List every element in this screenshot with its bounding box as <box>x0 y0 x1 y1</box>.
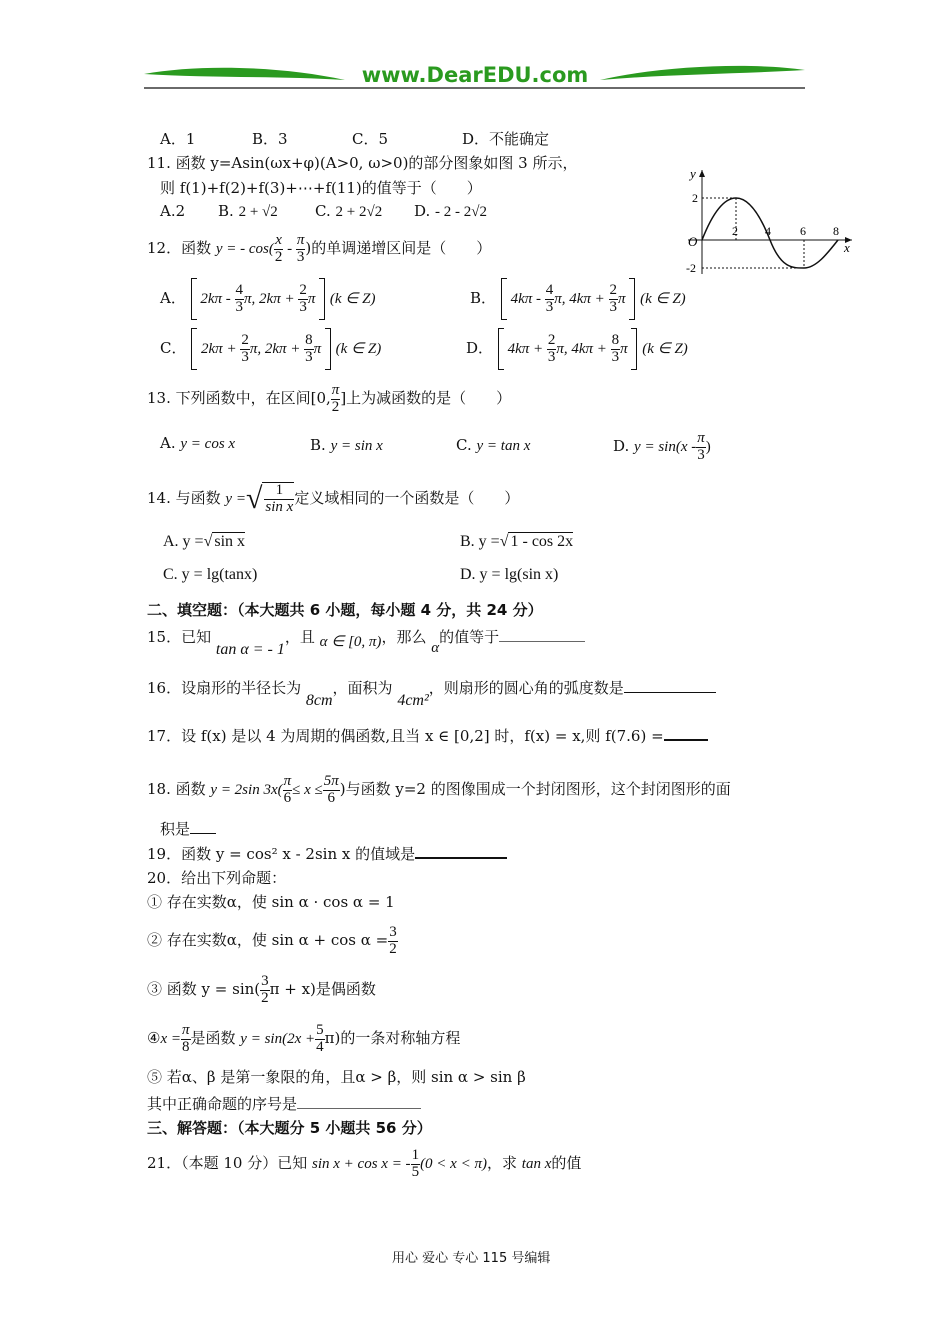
q18: 18. 函数 y = 2sin 3x( $\frac{\pi}{6}$ ≤ x ≤ $\frac{5\pi}{6}$ )与函数 y=2 的图像围成一个封闭图形，这个封闭图形的面 <box>147 772 731 806</box>
q21: 21．（本题 10 分）已知 sin x + cos x = - $\frac{1}{5}$ (0 < x < π)，求 tan x的值 <box>147 1146 582 1180</box>
q13-option-b <box>310 436 383 455</box>
q17-text: 17．设 f(x) 是以 4 为周期的偶函数,且当 x ∈ [0,2] 时，f(x) = x,则 f(7.6) = <box>147 727 664 745</box>
q13-d-expr: y = sin(x - <box>634 439 697 455</box>
q10-option-d: D．不能确定 <box>462 130 550 148</box>
graph-ytick: -2 <box>686 261 696 275</box>
q20-p4e: π)的一条对称轴方程 <box>324 1029 461 1047</box>
q20-answer-blank[interactable] <box>297 1094 421 1109</box>
q13-d-label: D. <box>613 437 630 455</box>
q15 <box>147 626 585 658</box>
q13-b-expr: y = sin x <box>330 438 383 454</box>
q13-c-label: C. <box>456 436 472 454</box>
q12-a-kz: (k ∈ Z) <box>329 291 376 307</box>
q12-c-kz: (k ∈ Z) <box>335 341 382 357</box>
q20-tail <box>147 1093 421 1114</box>
q15-expr1: tan α = - 1 <box>215 641 285 658</box>
q16 <box>147 677 716 709</box>
q16-mid: ，面积为 <box>332 679 393 697</box>
q12-option-d: D． 4kπ + $\frac{2}{3}$ π, 4kπ + $\frac{8}{3}$ π (k ∈ Z) <box>466 326 688 371</box>
q16-tail: ，则扇形的圆心角的弧度数是 <box>428 679 624 697</box>
q12-c-label: C． <box>160 339 187 357</box>
q18-line2 <box>160 818 216 839</box>
q11-option-b-expr: 2 + √2 <box>238 204 278 220</box>
q12-frac-pi3: $\frac{\pi}{3}$ <box>296 231 305 265</box>
graph-xtick: 4 <box>765 224 771 238</box>
sine-graph <box>680 162 860 280</box>
page-footer: 用心 爱心 专心 115 号编辑 <box>392 1251 551 1266</box>
q11-option-c-label: C. <box>315 202 331 220</box>
q21-pre: 21．（本题 10 分）已知 <box>147 1154 308 1172</box>
q10-option-a: A．1 <box>160 130 196 148</box>
q11-option-c-expr: 2 + 2√2 <box>335 204 383 220</box>
header-logo <box>140 58 810 94</box>
q18-pre: 18. 函数 <box>147 780 206 798</box>
q16-expr2: 4cm² <box>397 692 429 709</box>
q11-option-b <box>218 202 278 221</box>
q11-option-d-expr: - 2 - 2√2 <box>435 204 488 220</box>
q14-stem-tail: 定义域相同的一个函数是（ ） <box>294 489 520 507</box>
q15-answer-blank[interactable] <box>499 627 585 642</box>
q14-stem: 14. 与函数 y =√ $\frac{1}{\text{sin x}}$ 定义域相同的一个函数是（ ） <box>147 482 520 515</box>
q19 <box>147 843 507 864</box>
q19-text: 19．函数 y = cos² x - 2sin x 的值域是 <box>147 845 416 863</box>
q16-answer-blank[interactable] <box>624 678 716 693</box>
q13-a-label: A. <box>160 434 176 452</box>
q14-stem-y: y = <box>225 491 246 507</box>
q12-d-label: D． <box>466 339 494 357</box>
q21-mid: (0 < x < π) <box>420 1156 487 1172</box>
q14-option-a: A. y =√ sin x <box>163 533 246 550</box>
q10-option-b: B．3 <box>252 130 288 148</box>
q20-p4d: y = sin(2x + <box>240 1031 316 1047</box>
q12-d-kz: (k ∈ Z) <box>642 341 688 357</box>
graph-xtick: 6 <box>800 224 806 238</box>
q14-option-d: D. y = lg(sin x) <box>460 566 559 583</box>
q20-tail-text: 其中正确命题的序号是 <box>147 1095 298 1113</box>
q12-option-c: C． 2kπ + $\frac{2}{3}$ π, 2kπ + $\frac{8}{3}$ π (k ∈ Z) <box>160 326 381 371</box>
q12-a-label: A． <box>160 289 186 307</box>
q20-p3b: π + x)是偶函数 <box>269 980 376 998</box>
q20-p4: ④x = $\frac{\pi}{8}$ 是函数 y = sin(2x + $\frac{5}{4}$ π)的一条对称轴方程 <box>147 1021 461 1055</box>
q12-option-b: B． 4kπ - $\frac{4}{3}$ π, 4kπ + $\frac{2}{3}$ π (k ∈ Z) <box>470 276 686 321</box>
q13-stem <box>147 378 511 418</box>
q11-option-d-label: D. <box>414 202 431 220</box>
q18-expr: y = 2sin 3x( <box>210 782 283 798</box>
q20-p1: ① 存在实数α，使 sin α · cos α = 1 <box>147 893 395 911</box>
q14-b-expr: 1 - cos 2x <box>510 533 574 550</box>
q13-stem-text: 13. 下列函数中，在区间[0, <box>147 389 331 407</box>
q13-a-expr: y = cos x <box>180 436 236 452</box>
graph-y-label: y <box>690 166 696 181</box>
q14-option-c: C. y = lg(tanx) <box>163 566 258 583</box>
q12-stem: 12．函数 y = - cos( $\frac{x}{2}$ - $\frac{\pi}{3}$ )的单调递增区间是（ ） <box>147 231 492 265</box>
q12-frac-x2: $\frac{x}{2}$ <box>274 231 283 265</box>
graph-ytick: 2 <box>692 191 698 205</box>
q18-answer-blank[interactable] <box>190 819 216 834</box>
q14-option-b: B. y =√ 1 - cos 2x <box>460 533 574 550</box>
graph-origin: O <box>688 234 698 249</box>
q12-b-label: B． <box>470 289 497 307</box>
q11-option-c <box>315 202 382 221</box>
q13-c-expr: y = tan x <box>476 438 531 454</box>
graph-x-label: x <box>844 240 850 255</box>
q15-mid: ，且 <box>284 628 315 646</box>
q13-stem-tail: ]上为减函数的是（ ） <box>340 389 512 407</box>
q21-tail: ，求 <box>486 1154 517 1172</box>
q12-option-a: A． 2kπ - $\frac{4}{3}$ π, 2kπ + $\frac{2}{3}$ π (k ∈ Z) <box>160 276 375 321</box>
section2-heading: 二、填空题：（本大题共 6 小题，每小题 4 分，共 24 分） <box>147 601 543 619</box>
q12-stem-func: y = - cos( <box>215 241 274 257</box>
q13-option-d: D. y = sin(x - $\frac{\pi}{3}$ ) <box>613 429 711 463</box>
q12-stem-tail: )的单调递增区间是（ ） <box>305 239 492 257</box>
q20-p4c: 是函数 <box>190 1029 236 1047</box>
q14-a-label: A. y = <box>163 533 204 550</box>
graph-xtick: 8 <box>833 224 839 238</box>
q15-mid2: ，那么 <box>381 628 427 646</box>
q20-p5: ⑤ 若α、β 是第一象限的角，且α > β，则 sin α > sin β <box>147 1068 526 1086</box>
q14-b-label: B. y = <box>460 533 500 550</box>
section3-heading: 三、解答题：（本大题分 5 小题共 56 分） <box>147 1119 432 1137</box>
q17-answer-blank[interactable] <box>664 725 708 741</box>
q11-option-b-label: B. <box>218 202 234 220</box>
graph-xtick: 2 <box>732 224 738 238</box>
q11-option-d <box>414 202 487 221</box>
header-site: www.DearEDU.com <box>361 63 589 87</box>
q11-line1: 11. 函数 y=Asin(ωx+φ)(A>0, ω>0)的部分图象如图 3 所示， <box>147 154 578 172</box>
q15-expr2: α ∈ [0, π) <box>319 634 382 650</box>
q20-p2-text: ② 存在实数α，使 sin α + cos α = <box>147 931 389 949</box>
q13-b-label: B. <box>310 436 326 454</box>
q11-line2: 则 f(1)+f(2)+f(3)+⋯+f(11)的值等于（ ） <box>160 179 482 197</box>
q13-option-a <box>160 434 235 453</box>
q20-p3: ③ 函数 y = sin( $\frac{3}{2}$ π + x)是偶函数 <box>147 972 376 1006</box>
q13-option-c <box>456 436 530 455</box>
q19-answer-blank[interactable] <box>415 843 507 859</box>
q20-p4a: ④ <box>147 1029 161 1047</box>
q15-pre: 15．已知 <box>147 628 212 646</box>
q20-p3a: ③ 函数 y = sin( <box>147 980 261 998</box>
q13-frac-pi2: $\frac{\pi}{2}$ <box>331 381 340 415</box>
q14-a-expr: sin x <box>214 533 246 550</box>
q10-option-c: C．5 <box>352 130 389 148</box>
q17 <box>147 725 708 746</box>
q20-p4b: x = <box>160 1031 181 1047</box>
q12-stem-text: 12．函数 <box>147 239 212 257</box>
q15-tail: 的值等于 <box>439 628 500 646</box>
q18-line2-text: 积是 <box>160 820 191 838</box>
q14-radicand: $\frac{1}{\text{sin x}}$ <box>262 482 294 516</box>
q16-expr1: 8cm <box>305 692 333 709</box>
q18-mid: ≤ x ≤ <box>292 782 323 798</box>
q16-pre: 16．设扇形的半径长为 <box>147 679 302 697</box>
q21-expr: sin x + cos x = - <box>312 1156 411 1172</box>
q18-tail: )与函数 y=2 的图像围成一个封闭图形，这个封闭图形的面 <box>339 780 731 798</box>
q21-expr2: tan x <box>521 1156 552 1172</box>
q20-stem: 20．给出下列命题： <box>147 869 287 887</box>
q12-b-kz: (k ∈ Z) <box>640 291 686 307</box>
q21-tail2: 的值 <box>551 1154 582 1172</box>
q11-option-a: A.2 <box>160 202 186 220</box>
q20-p2: ② 存在实数α，使 sin α + cos α = $\frac{3}{2}$ <box>147 923 397 957</box>
q14-stem-text: 14. 与函数 <box>147 489 221 507</box>
q15-expr3: α <box>431 640 440 656</box>
